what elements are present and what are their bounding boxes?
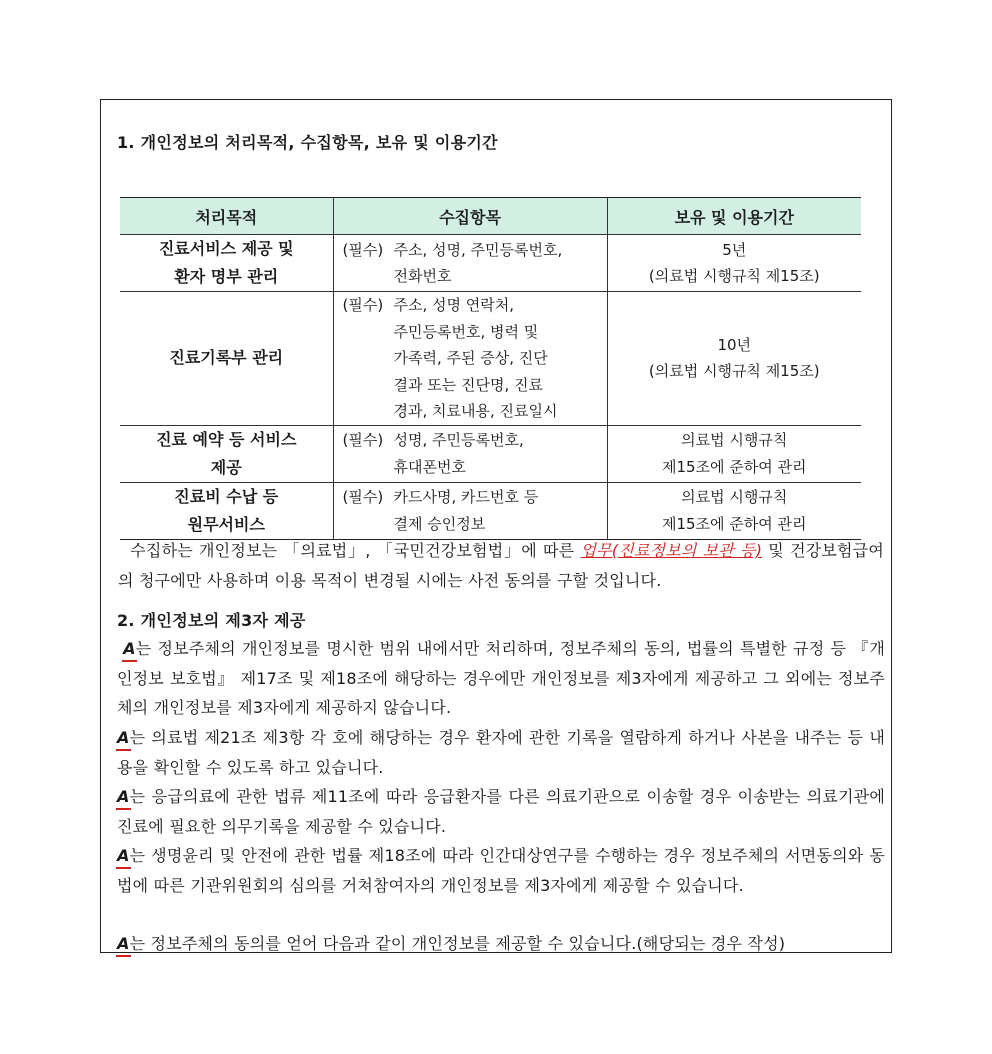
items-line: 성명, 주민등록번호, xyxy=(393,431,524,449)
required-tag: (필수) xyxy=(342,488,384,506)
table-row xyxy=(120,482,861,539)
items-line: 전화번호 xyxy=(393,267,452,285)
row-period xyxy=(607,292,861,426)
required-tag: (필수) xyxy=(342,240,384,259)
row-period xyxy=(607,235,861,292)
row-items xyxy=(333,292,607,426)
period-line: 5년 xyxy=(722,240,747,259)
row-items xyxy=(333,425,607,482)
header-items: 수집항목 xyxy=(333,198,607,235)
period-line: 의료법 시행규칙 xyxy=(681,488,788,506)
items-line: 주소, 성명, 주민등록번호, xyxy=(393,240,563,259)
purpose-line: 진료비 수납 등 xyxy=(174,486,279,506)
purpose-line: 제공 xyxy=(210,457,242,477)
row-period xyxy=(607,425,861,482)
privacy-table xyxy=(120,197,861,540)
items-line: 주소, 성명 연락처, xyxy=(393,296,515,314)
provision-paragraph xyxy=(117,634,885,723)
items-line: 결과 또는 진단명, 진료 xyxy=(393,375,543,394)
placeholder-mark: A xyxy=(117,723,130,753)
row-purpose xyxy=(120,235,333,292)
items-line: 가족력, 주된 증상, 진단 xyxy=(393,349,548,367)
row-purpose xyxy=(120,425,333,482)
header-period: 보유 및 이용기간 xyxy=(607,198,861,235)
period-line: 제15조에 준하여 관리 xyxy=(661,457,807,476)
header-purpose: 처리목적 xyxy=(120,198,333,235)
items-line: 경과, 치료내용, 진료일시 xyxy=(393,402,558,420)
period-line: 10년 xyxy=(717,335,752,354)
placeholder-mark: A xyxy=(117,841,130,871)
paragraph-text: 는 의료법 제21조 제3항 각 호에 해당하는 경우 환자에 관한 기록을 열람하게 하거나 사본을 내주는 등 내용을 확인할 수 있도록 하고 있습니다. xyxy=(117,728,885,777)
table-row xyxy=(120,292,861,426)
row-items xyxy=(333,482,607,539)
purpose-line: 원무서비스 xyxy=(187,514,265,534)
provision-paragraph xyxy=(117,841,885,900)
period-line: 제15조에 준하여 관리 xyxy=(661,514,807,533)
period-line: (의료법 시행규칙 제15조) xyxy=(648,267,820,285)
paragraph-text: 는 정보주체의 개인정보를 명시한 범위 내에서만 처리하며, 정보주체의 동의, 법률의 특별한 규정 등 『개인정보 보호법』 제17조 및 제18조에 해당하는 경우에만 개인정보를 제3자에게 제공하고 그 외에는 정보주체의 개인정보를 제3자에게 제공하지 않습니다. xyxy=(117,639,885,717)
row-purpose xyxy=(120,482,333,539)
paragraph-text: 는 응급의료에 관한 법류 제11조에 따라 응급환자를 다른 의료기관으로 이송할 경우 이송받는 의료기관에 진료에 필요한 의무기록을 제공할 수 있습니다. xyxy=(117,787,885,836)
provision-paragraph xyxy=(117,723,885,782)
row-items xyxy=(333,235,607,292)
period-line: 의료법 시행규칙 xyxy=(681,431,788,449)
paragraph-text: 는 생명윤리 및 안전에 관한 법률 제18조에 따라 인간대상연구를 수행하는 경우 정보주체의 서면동의와 동법에 따른 기관위원회의 심의를 거쳐참여자의 개인정보를 제3자에게 제공할 수 있습니다. xyxy=(117,846,885,895)
placeholder-mark: A xyxy=(123,634,136,664)
required-tag: (필수) xyxy=(342,296,384,314)
collection-note xyxy=(118,536,884,596)
purpose-line: 진료 예약 등 서비스 xyxy=(156,429,297,449)
required-tag: (필수) xyxy=(342,431,384,449)
table-row xyxy=(120,425,861,482)
period-line: (의료법 시행규칙 제15조) xyxy=(648,362,820,381)
placeholder-mark: A xyxy=(117,782,130,812)
note-highlight: 업무(진료정보의 보관 등) xyxy=(580,541,763,560)
items-line: 휴대폰번호 xyxy=(393,457,466,476)
placeholder-mark: A xyxy=(117,929,130,959)
items-line: 결제 승인정보 xyxy=(393,514,486,533)
section2-title: 2. 개인정보의 제3자 제공 xyxy=(117,611,306,630)
table-header-row xyxy=(120,198,861,235)
note-text-before: 수집하는 개인정보는 「의료법」, 「국민건강보험법」에 따른 xyxy=(130,541,581,560)
purpose-line: 진료서비스 제공 및 xyxy=(158,239,294,258)
provision-paragraph xyxy=(117,929,885,959)
row-period xyxy=(607,482,861,539)
section1-title: 1. 개인정보의 처리목적, 수집항목, 보유 및 이용기간 xyxy=(117,133,498,152)
row-purpose xyxy=(120,292,333,426)
items-line: 카드사명, 카드번호 등 xyxy=(393,488,539,506)
items-line: 주민등록번호, 병력 및 xyxy=(393,322,539,341)
note-text-after: 및 건강보험급여의 청구에만 사용하며 이용 목적이 변경될 시에는 사전 동의를 구할 것입니다. xyxy=(118,541,884,590)
purpose-line: 환자 명부 관리 xyxy=(174,267,279,286)
purpose-line: 진료기록부 관리 xyxy=(169,348,284,368)
provision-paragraph xyxy=(117,782,885,841)
paragraph-text: 는 정보주체의 동의를 얻어 다음과 같이 개인정보를 제공할 수 있습니다.(해당되는 경우 작성) xyxy=(129,934,786,953)
table-row xyxy=(120,235,861,292)
